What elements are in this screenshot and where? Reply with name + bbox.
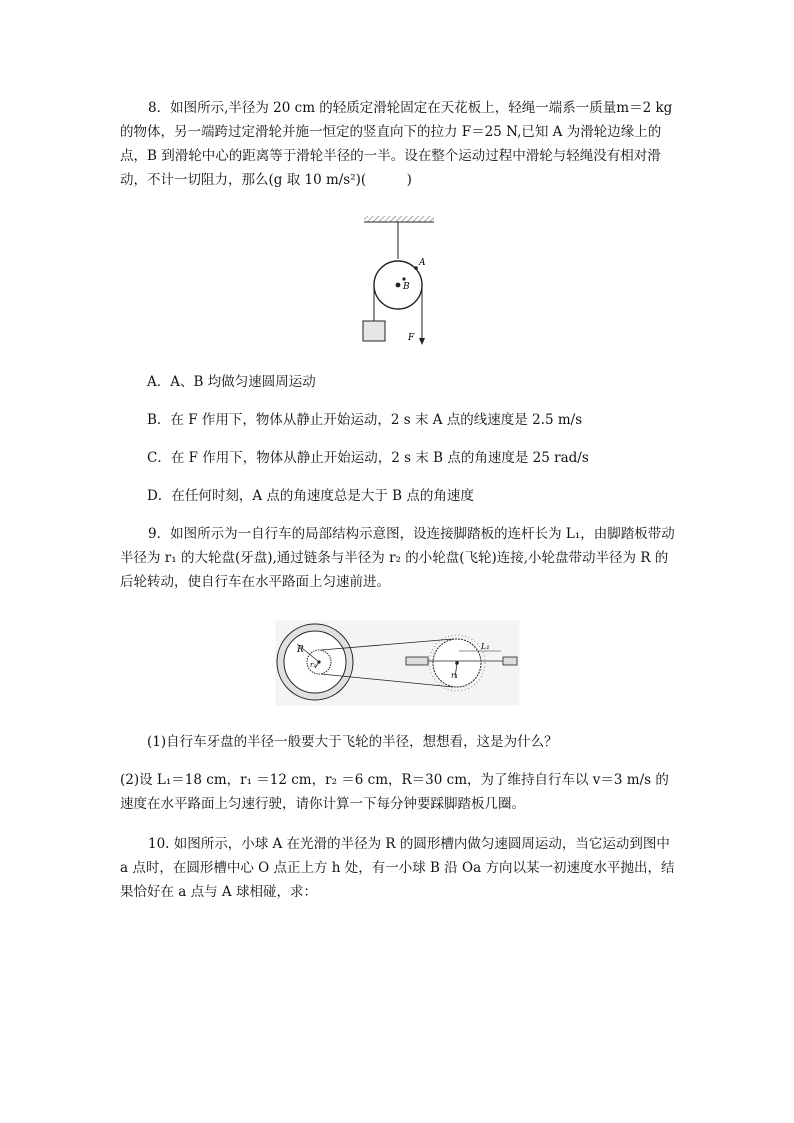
q8-option-d: D．在任何时刻，A 点的角速度总是大于 B 点的角速度 (147, 488, 474, 504)
label-a: A (419, 258, 426, 268)
label-r2: r₂ (310, 661, 317, 669)
q9-sub2: (2)设 L₁＝18 cm，r₁ ＝12 cm，r₂ ＝6 cm，R＝30 cm，为了维持自行车以 v＝3 m/s 的速度在水平路面上匀速行驶，请你计算一下每分钟要踩脚踏板几圈。 (120, 772, 669, 812)
force-arrow (419, 338, 425, 345)
q8-stem: 8．如图所示,半径为 20 cm 的轻质定滑轮固定在天花板上，轻绳一端系一质量m＝2 kg的物体，另一端跨过定滑轮并施一恒定的竖直向下的拉力 F＝25 N,已知 A 为滑轮边缘上的点，B 到滑轮中心的距离等于滑轮半径的一半。设在整个运动过程中滑轮与轻绳没有相对滑动，不计一切阻力，那么(g 取 10 m/s²)( ) (120, 100, 673, 188)
point-a (414, 266, 418, 270)
right-pedal (503, 657, 517, 665)
hanging-block (363, 321, 385, 341)
label-b: B (403, 282, 410, 292)
label-r: R (297, 645, 304, 655)
q8-option-b: B．在 F 作用下，物体从静止开始运动，2 s 末 A 点的线速度是 2.5 m/s (147, 412, 583, 428)
label-r1: r₁ (451, 671, 459, 680)
q9-sub1: (1)自行车牙盘的半径一般要大于飞轮的半径，想想看，这是为什么？ (147, 734, 558, 750)
q8-option-a: A．A、B 均做匀速圆周运动 (147, 374, 316, 390)
pulley-figure (358, 214, 440, 352)
label-l1: L₁ (481, 642, 490, 651)
label-f: F (408, 333, 415, 343)
bicycle-figure (275, 620, 520, 706)
point-b (402, 277, 405, 280)
q9-stem: 9．如图所示为一自行车的局部结构示意图，设连接脚踏板的连杆长为 L₁，由脚踏板带动半径为 r₁ 的大轮盘(牙盘),通过链条与半径为 r₂ 的小轮盘(飞轮)连接,小轮盘带动半径为 R 的后轮转动，使自行车在水平路面上匀速前进。 (120, 526, 675, 590)
ceiling (364, 216, 434, 222)
q10-stem: 10. 如图所示，小球 A 在光滑的半径为 R 的圆形槽内做匀速圆周运动，当它运动到图中 a 点时，在圆形槽中心 O 点正上方 h 处，有一小球 B 沿 Oa 方向以某一初速度水平抛出，结果恰好在 a 点与 A 球相碰，求： (120, 836, 675, 900)
left-pedal (406, 657, 428, 665)
q8-option-c: C．在 F 作用下，物体从静止开始运动，2 s 末 B 点的角速度是 25 rad/s (147, 450, 589, 466)
